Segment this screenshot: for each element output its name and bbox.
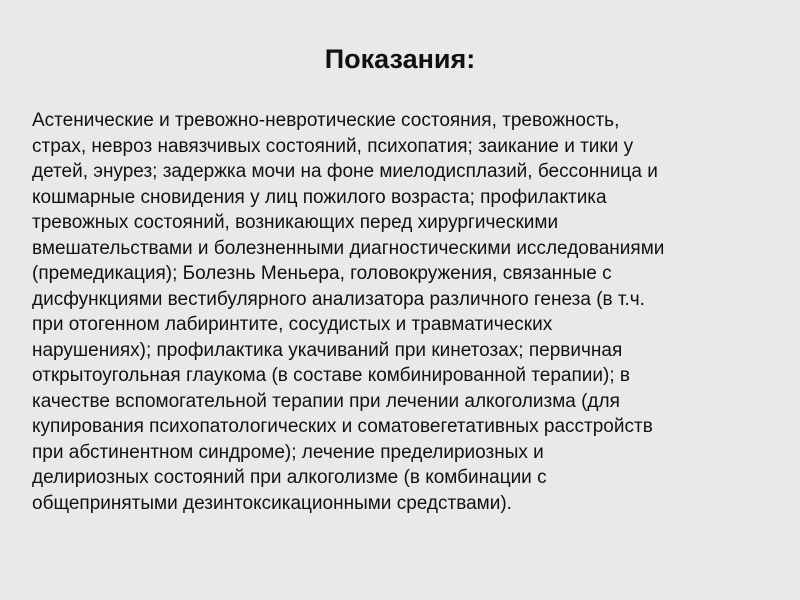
indications-paragraph bbox=[32, 108, 772, 516]
paragraph-line: кошмарные сновидения у лиц пожилого возраста; профилактика bbox=[32, 186, 607, 208]
paragraph-line: вмешательствами и болезненными диагностическими исследованиями bbox=[32, 237, 665, 259]
paragraph-line: общепринятыми дезинтоксикационными средствами). bbox=[32, 492, 512, 514]
paragraph-line: при абстинентном синдроме); лечение пределириозных и bbox=[32, 441, 544, 463]
paragraph-line: страх, невроз навязчивых состояний, психопатия; заикание и тики у bbox=[32, 135, 634, 157]
paragraph-line: нарушениях); профилактика укачиваний при кинетозах; первичная bbox=[32, 339, 623, 361]
paragraph-line: при отогенном лабиринтите, сосудистых и травматических bbox=[32, 314, 553, 335]
slide-title: Показания: bbox=[324, 44, 476, 74]
paragraph-line: Астенические и тревожно-невротические состояния, тревожность, bbox=[32, 110, 620, 131]
paragraph-line: купирования психопатологических и соматовегетативных расстройств bbox=[32, 416, 653, 437]
paragraph-line: открытоугольная глаукома (в составе комбинированной терапии); в bbox=[32, 365, 630, 386]
paragraph-line: тревожных состояний, возникающих перед хирургическими bbox=[32, 212, 559, 233]
paragraph-line: детей, энурез; задержка мочи на фоне миелодисплазий, бессонница и bbox=[32, 161, 658, 182]
paragraph-line: делириозных состояний при алкоголизме (в комбинации с bbox=[32, 467, 547, 488]
paragraph-line: (премедикация); Болезнь Меньера, головокружения, связанные с bbox=[32, 263, 612, 284]
paragraph-line: дисфункциями вестибулярного анализатора различного генеза (в т.ч. bbox=[32, 288, 645, 310]
paragraph-line: качестве вспомогательной терапии при лечении алкоголизма (для bbox=[32, 390, 620, 412]
